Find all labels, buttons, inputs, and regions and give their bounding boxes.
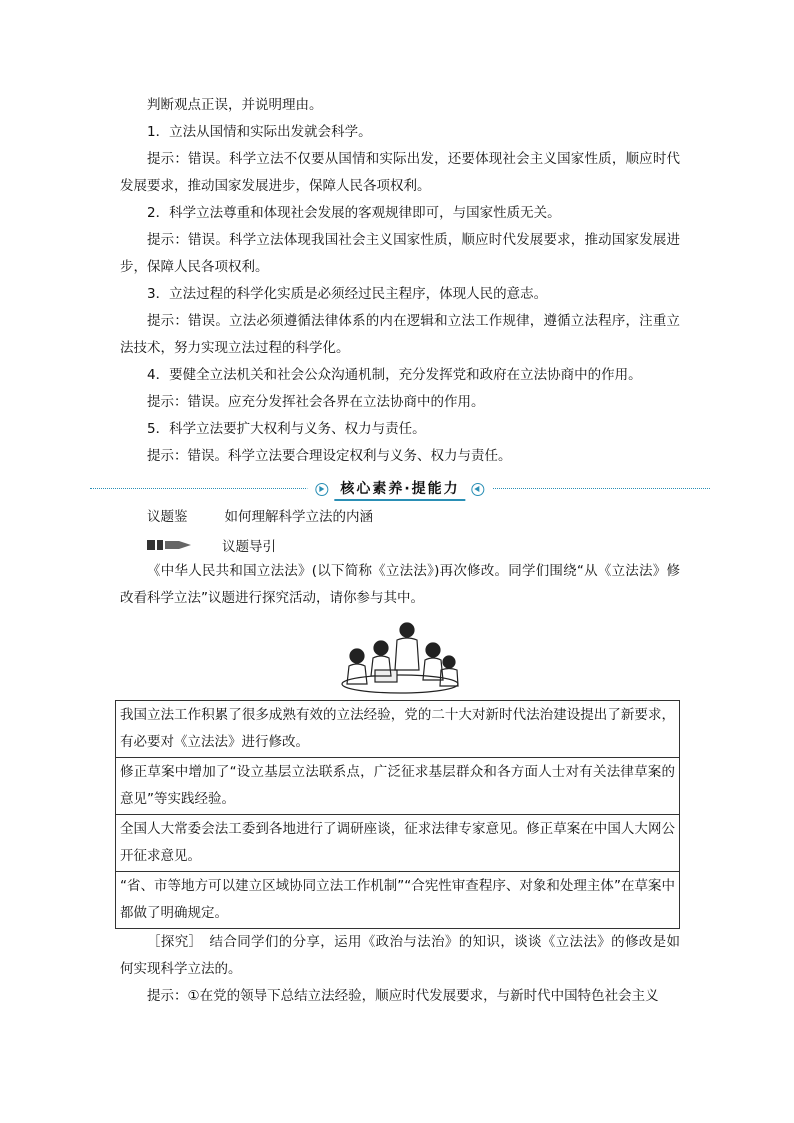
table-cell: “省、市等地方可以建立区域协同立法工作机制”“合宪性审查程序、对象和处理主体”在草案中都做了明确规定。: [116, 872, 680, 929]
question-1: 1．立法从国情和实际出发就会科学。: [147, 124, 372, 140]
guide-label: 议题导引: [222, 538, 276, 555]
topic-line: [120, 504, 680, 531]
answer-2: 提示：错误。科学立法体现我国社会主义国家性质，顺应时代发展要求，推动国家发展进步，保障人民各项权利。: [120, 232, 680, 275]
hint-text: 提示：①在党的领导下总结立法经验，顺应时代发展要求，与新时代中国特色社会主义: [147, 988, 659, 1004]
section-divider: [90, 478, 710, 500]
document-body: [120, 92, 680, 1010]
table-row: [116, 872, 680, 929]
table-row: [116, 815, 680, 872]
answer-4: 提示：错误。应充分发挥社会各界在立法协商中的作用。: [147, 394, 485, 410]
table-cell: 修正草案中增加了“设立基层立法联系点，广泛征求基层群众和各方面人士对有关法律草案的意见”等实践经验。: [116, 758, 680, 815]
arrow-left-icon: [472, 483, 485, 496]
question-4: 4．要健全立法机关和社会公众沟通机制，充分发挥党和政府在立法协商中的作用。: [147, 367, 642, 383]
guide-text: 《中华人民共和国立法法》(以下简称《立法法》)再次修改。同学们围绕“从《立法法》修改看科学立法”议题进行探究活动，请你参与其中。: [120, 563, 680, 606]
answer-1: 提示：错误。科学立法不仅要从国情和实际出发，还要体现社会主义国家性质，顺应时代发展要求，推动国家发展进步，保障人民各项权利。: [120, 151, 680, 194]
students-discussion-illustration: [335, 618, 465, 696]
question-3: 3．立法过程的科学化实质是必须经过民主程序，体现人民的意志。: [147, 286, 548, 302]
intro-text: 判断观点正误，并说明理由。: [147, 97, 323, 113]
arrow-right-icon: [315, 483, 328, 496]
question-5: 5．科学立法要扩大权利与义务、权力与责任。: [147, 421, 426, 437]
table-row: [116, 701, 680, 758]
table-row: [116, 758, 680, 815]
section-title: 核心素养·提能力: [334, 478, 465, 501]
explore-text: ［探究］ 结合同学们的分享，运用《政治与法治》的知识，谈谈《立法法》的修改是如何实现科学立法的。: [120, 934, 680, 977]
question-2: 2．科学立法尊重和体现社会发展的客观规律即可，与国家性质无关。: [147, 205, 561, 221]
table-cell: 全国人大常委会法工委到各地进行了调研座谈，征求法律专家意见。修正草案在中国人大网公开征求意见。: [116, 815, 680, 872]
section-header: [307, 478, 492, 501]
case-table: [115, 700, 680, 929]
answer-3: 提示：错误。立法必须遵循法律体系的内在逻辑和立法工作规律，遵循立法程序，注重立法技术，努力实现立法过程的科学化。: [120, 313, 680, 356]
pen-icon: [147, 538, 193, 552]
topic-label: 议题鉴: [147, 509, 188, 525]
answer-5: 提示：错误。科学立法要合理设定权利与义务、权力与责任。: [147, 448, 512, 464]
guide-heading: [120, 531, 680, 558]
topic-text: 如何理解科学立法的内涵: [224, 509, 373, 525]
table-cell: 我国立法工作积累了很多成熟有效的立法经验，党的二十大对新时代法治建设提出了新要求，有必要对《立法法》进行修改。: [116, 701, 680, 758]
